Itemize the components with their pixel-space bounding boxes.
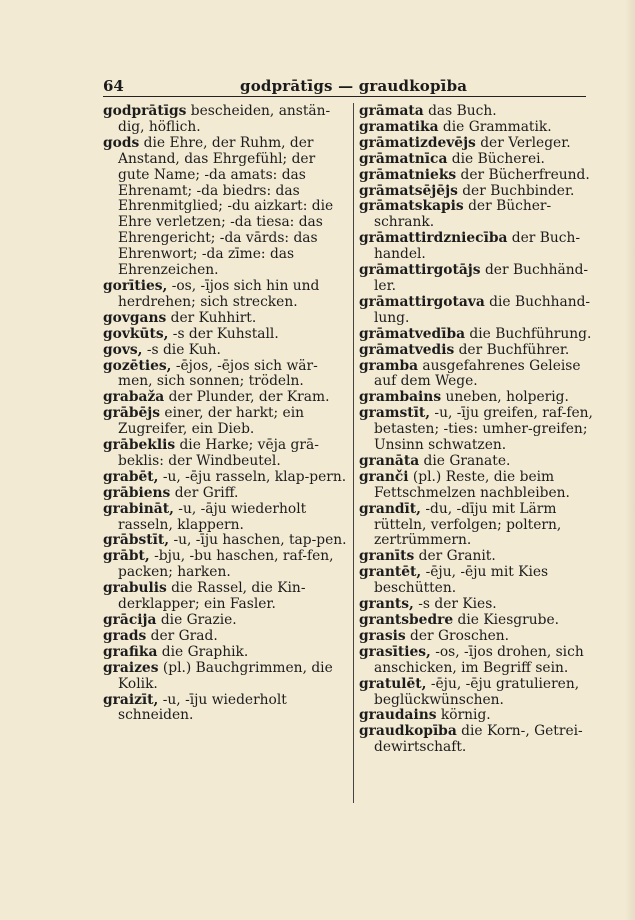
entry-headword: granči xyxy=(359,468,409,485)
entry-headword: gramatika xyxy=(359,118,439,135)
dictionary-entry xyxy=(103,136,348,279)
entry-definition: die Graphik. xyxy=(157,643,249,660)
entry-headword: grabināt, xyxy=(103,500,174,517)
dictionary-entry xyxy=(103,549,348,581)
entry-headword: govkūts, xyxy=(103,325,169,342)
entry-definition: der Buchführer. xyxy=(454,341,570,358)
dictionary-entry xyxy=(359,168,605,184)
entry-headword: grāmatsējējs xyxy=(359,182,458,199)
entry-definition: der Bücherfreund. xyxy=(456,166,590,183)
entry-definition: der Buch-handel. xyxy=(374,230,581,263)
entry-headword: granīts xyxy=(359,548,415,565)
entry-headword: grāmatizdevējs xyxy=(359,134,476,151)
entry-headword: grantsbedre xyxy=(359,612,454,628)
entry-headword: grāmatvedis xyxy=(359,341,455,358)
entry-definition: bescheiden, anstän-dig, höflich. xyxy=(118,103,331,135)
page-edge-shadow xyxy=(625,0,635,920)
entry-definition: der Bücher-schrank. xyxy=(374,198,552,231)
entry-definition: (pl.) Bauchgrimmen, die Kolik. xyxy=(118,659,333,692)
entry-headword: grantēt, xyxy=(359,564,422,581)
entry-headword: graudains xyxy=(359,707,437,724)
entry-headword: grābējs xyxy=(103,405,161,422)
entry-headword: grāmata xyxy=(359,103,424,119)
dictionary-entry xyxy=(103,311,348,327)
entry-headword: grants, xyxy=(359,596,414,613)
entry-headword: grāmattirdzniecība xyxy=(359,230,508,247)
entry-definition: die Ehre, der Ruhm, der Anstand, das Ehrgefühl; der gute Name; -da amats: das Ehrenamt; -da biedrs: das Ehrenmitglied; -du aizkart: die Ehre verletzen; -da tiesa: das Ehrengericht; -da vārds: das Ehrenwort; -da zīme: das Ehrenzeichen. xyxy=(118,134,334,279)
entry-definition: die Korn-, Getrei-dewirtschaft. xyxy=(374,723,583,756)
entry-definition: -u, -āju wiederholt rasseln, klappern. xyxy=(118,500,307,533)
column-divider xyxy=(353,103,354,803)
dictionary-entry xyxy=(359,549,605,565)
entry-definition: der Buchbinder. xyxy=(457,182,575,199)
entry-definition: -bju, -bu haschen, raf-fen, packen; harken. xyxy=(118,548,334,581)
entry-headword: grāmattirgotava xyxy=(359,293,485,310)
dictionary-entry xyxy=(103,359,348,391)
entry-definition: das Buch. xyxy=(423,103,497,119)
entry-definition: -u, -īju wiederholt schneiden. xyxy=(118,691,287,724)
entry-headword: govs, xyxy=(103,341,143,358)
entry-definition: der Plunder, der Kram. xyxy=(164,389,330,406)
dictionary-entry xyxy=(103,581,348,613)
dictionary-entry xyxy=(359,502,605,550)
entry-headword: grāmatnīca xyxy=(359,150,448,167)
entry-headword: grabulis xyxy=(103,580,167,597)
dictionary-entry xyxy=(359,152,605,168)
entry-definition: die Grazie. xyxy=(156,612,237,628)
dictionary-entry xyxy=(103,693,348,725)
dictionary-entry xyxy=(103,502,348,534)
running-title: godprātīgs — graudkopība xyxy=(240,77,468,95)
dictionary-entry xyxy=(103,327,348,343)
dictionary-entry xyxy=(359,390,605,406)
entry-headword: grads xyxy=(103,627,147,644)
entry-headword: grāmatnieks xyxy=(359,166,457,183)
header-rule xyxy=(103,96,586,97)
dictionary-entry xyxy=(359,406,605,454)
entry-definition: die Granate. xyxy=(419,452,511,469)
entry-headword: gods xyxy=(103,134,140,151)
dictionary-entry xyxy=(359,136,605,152)
entry-definition: die Buchführung. xyxy=(465,325,592,342)
entry-headword: gratulēt, xyxy=(359,675,427,692)
dictionary-entry xyxy=(359,231,605,263)
entry-definition: die Rassel, die Kin-derklapper; ein Fasler. xyxy=(118,580,306,613)
entry-definition: die Harke; vēja grā-beklis: der Windbeutel. xyxy=(118,437,319,469)
right-column xyxy=(359,104,605,756)
entry-definition: der Griff. xyxy=(170,484,239,501)
dictionary-entry xyxy=(103,645,348,661)
dictionary-entry xyxy=(359,199,605,231)
page-number: 64 xyxy=(103,77,124,95)
entry-definition: -s die Kuh. xyxy=(142,341,221,358)
entry-definition: -ēju, -ēju gratulieren, beglückwünschen. xyxy=(374,675,580,708)
entry-definition: die Buchhand-lung. xyxy=(374,293,591,326)
entry-headword: grāmatvedība xyxy=(359,325,466,342)
entry-definition: ausgefahrenes Geleise auf dem Wege. xyxy=(374,357,581,390)
dictionary-entry xyxy=(359,470,605,502)
entry-headword: grasis xyxy=(359,627,406,644)
dictionary-entry xyxy=(359,613,605,629)
dictionary-entry xyxy=(359,327,605,343)
dictionary-entry xyxy=(103,613,348,629)
entry-headword: grabēt, xyxy=(103,468,159,485)
entry-headword: gramstīt, xyxy=(359,405,431,422)
entry-definition: -s der Kies. xyxy=(413,596,497,613)
entry-definition: -os, -ījos drohen, sich anschicken, im Begriff sein. xyxy=(374,643,584,676)
dictionary-entry xyxy=(359,629,605,645)
dictionary-entry xyxy=(359,708,605,724)
entry-headword: gramba xyxy=(359,357,419,374)
dictionary-entry xyxy=(103,661,348,693)
entry-definition: die Kiesgrube. xyxy=(453,612,559,628)
dictionary-entry xyxy=(359,295,605,327)
entry-headword: graizes xyxy=(103,659,159,676)
entry-headword: grambains xyxy=(359,389,442,406)
entry-headword: grābeklis xyxy=(103,437,176,454)
entry-definition: der Verleger. xyxy=(475,134,571,151)
dictionary-entry xyxy=(103,406,348,438)
entry-headword: granāta xyxy=(359,452,420,469)
entry-definition: der Groschen. xyxy=(405,627,510,644)
entry-headword: gorīties, xyxy=(103,277,168,294)
entry-headword: grābstīt, xyxy=(103,532,170,549)
entry-definition: der Buchhänd-ler. xyxy=(374,262,589,294)
dictionary-entry xyxy=(359,454,605,470)
entry-definition: (pl.) Reste, die beim Fettschmelzen nachbleiben. xyxy=(374,468,570,501)
dictionary-entry xyxy=(359,597,605,613)
entry-definition: uneben, holperig. xyxy=(441,389,569,406)
entry-headword: grāmatskapis xyxy=(359,198,464,215)
dictionary-entry xyxy=(359,263,605,295)
entry-headword: graizīt, xyxy=(103,691,159,708)
dictionary-entry xyxy=(103,533,348,549)
entry-headword: grābiens xyxy=(103,484,171,501)
entry-definition: -u, -ēju rasseln, klap-pern. xyxy=(158,468,347,485)
entry-headword: godprātīgs xyxy=(103,103,187,119)
dictionary-entry xyxy=(103,390,348,406)
entry-headword: grafika xyxy=(103,643,158,660)
dictionary-entry xyxy=(103,343,348,359)
left-column xyxy=(103,104,348,724)
dictionary-entry xyxy=(359,677,605,709)
dictionary-entry xyxy=(359,184,605,200)
entry-definition: -u, -īju greifen, raf-fen, betasten; -ties: umher-greifen; Unsinn schwatzen. xyxy=(374,405,593,454)
dictionary-entry xyxy=(103,470,348,486)
entry-definition: körnig. xyxy=(436,707,491,724)
entry-headword: grandīt, xyxy=(359,500,421,517)
entry-definition: einer, der harkt; ein Zugreifer, ein Dieb. xyxy=(118,405,304,438)
entry-definition: -ēju, -ēju mit Kies beschütten. xyxy=(374,564,549,597)
entry-headword: gozēties, xyxy=(103,357,172,374)
dictionary-entry xyxy=(103,104,348,136)
dictionary-entry xyxy=(359,104,605,120)
entry-definition: -ējos, -ējos sich wär-men, sich sonnen; trödeln. xyxy=(118,357,318,390)
dictionary-entry xyxy=(359,645,605,677)
entry-headword: graudkopība xyxy=(359,723,457,740)
entry-headword: grabaža xyxy=(103,389,165,406)
entry-definition: -os, -ījos sich hin und herdrehen; sich strecken. xyxy=(118,277,320,310)
entry-definition: -du, -dīju mit Lärm rütteln, verfolgen; poltern, zertrümmern. xyxy=(374,500,562,549)
entry-definition: der Kuhhirt. xyxy=(166,309,257,326)
entry-headword: govgans xyxy=(103,309,167,326)
entry-definition: -s der Kuhstall. xyxy=(168,325,279,342)
dictionary-entry xyxy=(103,438,348,470)
dictionary-entry xyxy=(359,724,605,756)
dictionary-entry xyxy=(103,629,348,645)
entry-headword: grācija xyxy=(103,612,157,628)
entry-definition: die Bücherei. xyxy=(447,150,545,167)
entry-definition: der Granit. xyxy=(414,548,496,565)
dictionary-entry xyxy=(359,359,605,391)
entry-headword: grāmattirgotājs xyxy=(359,262,481,279)
entry-definition: der Grad. xyxy=(146,627,218,644)
dictionary-entry xyxy=(103,279,348,311)
dictionary-entry xyxy=(103,486,348,502)
entry-definition: die Grammatik. xyxy=(438,118,552,135)
entry-headword: grābt, xyxy=(103,548,150,565)
dictionary-entry xyxy=(359,565,605,597)
entry-definition: -u, -īju haschen, tap-pen. xyxy=(169,532,347,549)
entry-headword: grasīties, xyxy=(359,643,431,660)
dictionary-entry xyxy=(359,120,605,136)
page-header xyxy=(103,74,583,96)
dictionary-entry xyxy=(359,343,605,359)
